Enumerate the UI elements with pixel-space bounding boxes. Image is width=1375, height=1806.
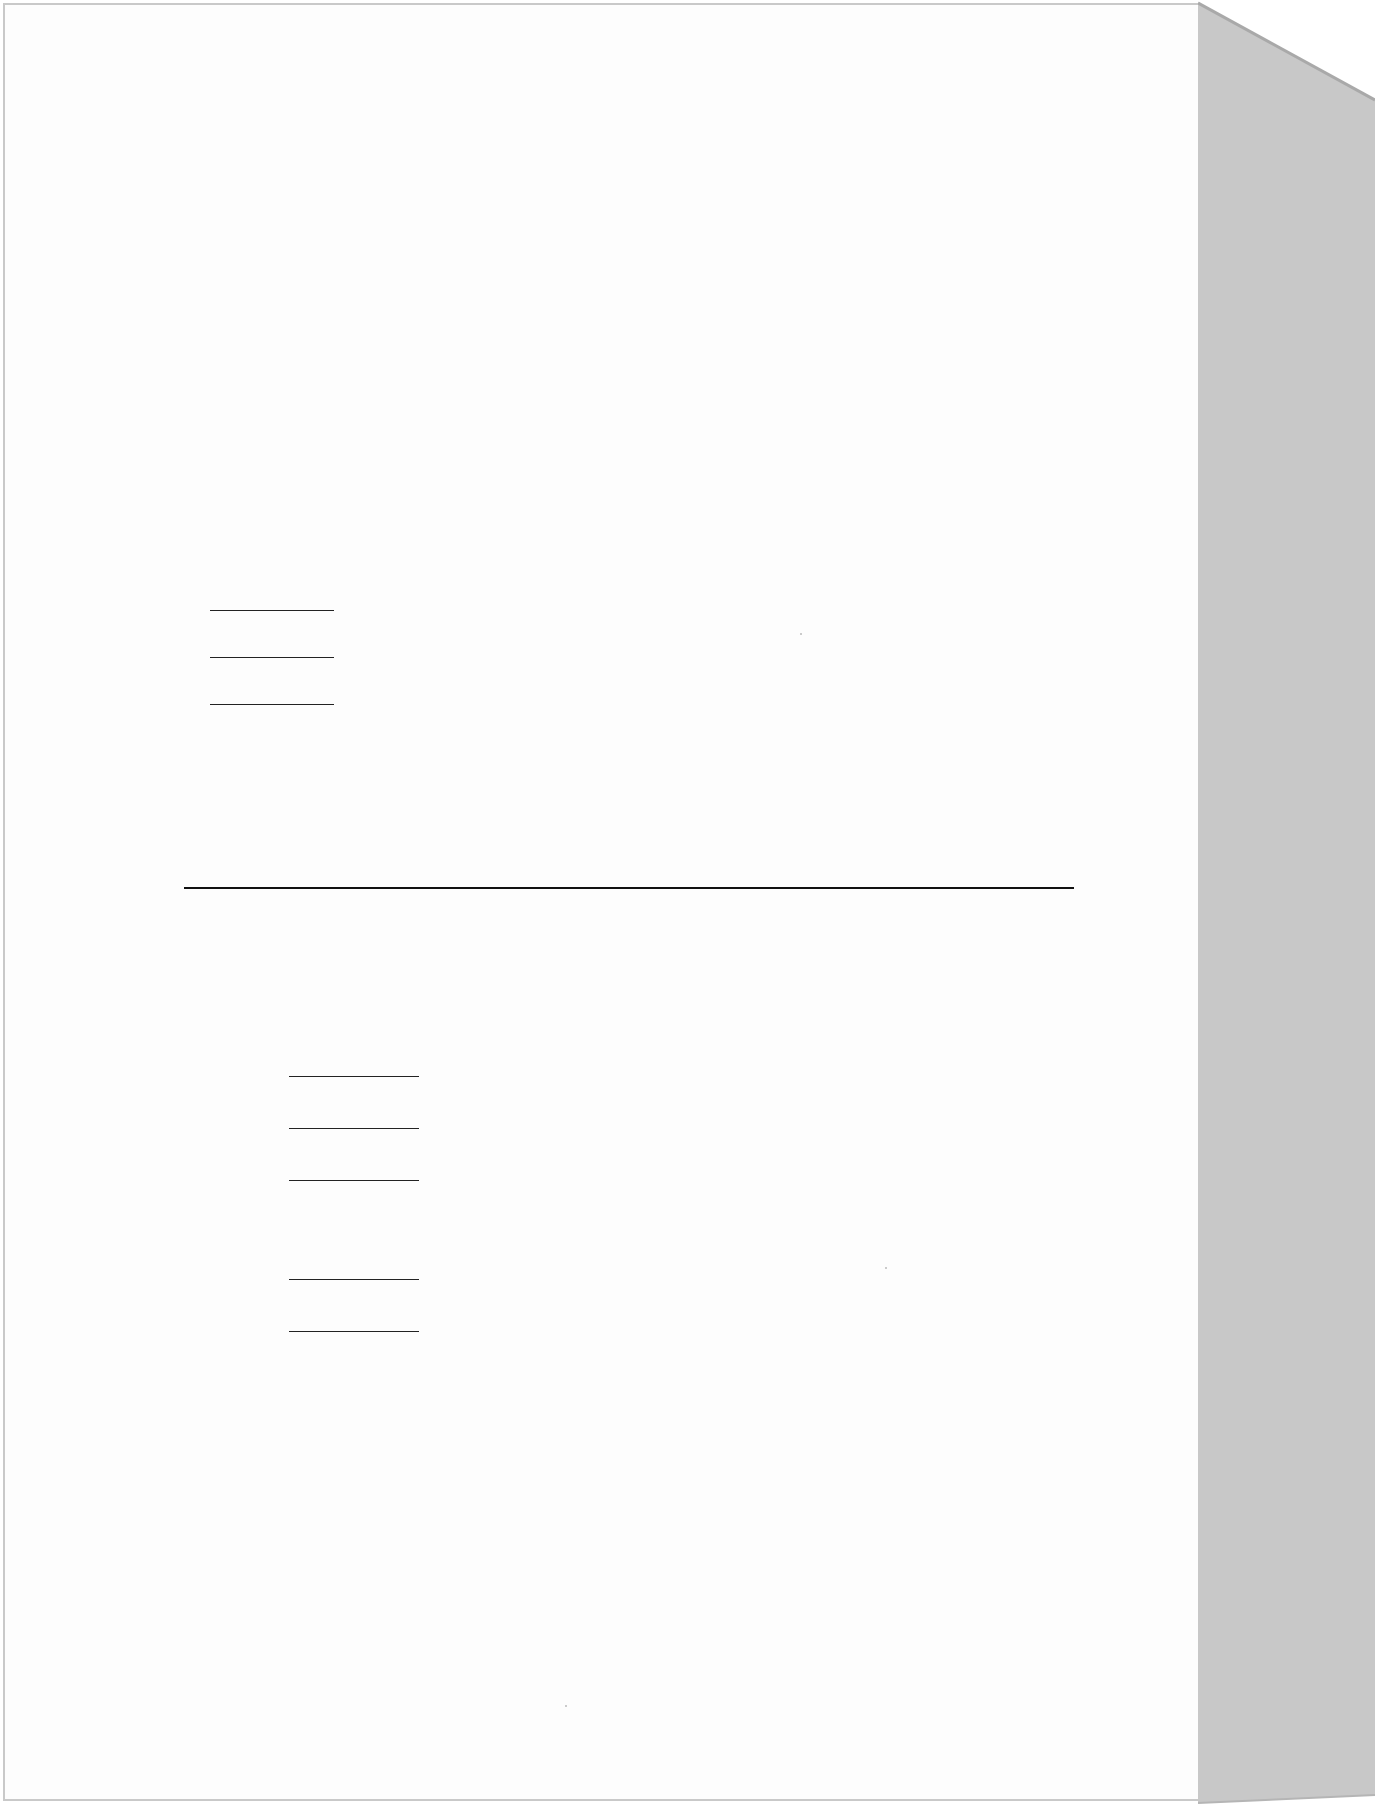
section-entry <box>184 1156 1076 1206</box>
paper-speck <box>885 1267 887 1269</box>
section-body <box>287 1104 1076 1154</box>
part-divider <box>184 887 1074 889</box>
leader-line <box>210 704 334 705</box>
front-matter-item <box>208 585 336 632</box>
part-heading <box>187 837 205 871</box>
leader-line <box>210 657 334 658</box>
section-label <box>184 1104 287 1154</box>
paper-speck <box>565 1705 567 1707</box>
section-body <box>287 1156 1076 1206</box>
book-page <box>3 3 1201 1801</box>
section-label <box>184 1005 287 1102</box>
front-matter-item <box>208 679 336 726</box>
leader-line <box>289 1128 419 1129</box>
section-body <box>287 1208 1076 1305</box>
section-entry <box>184 1005 1076 1102</box>
chapter-heading <box>184 917 202 950</box>
leader-line <box>289 1279 419 1280</box>
front-matter-item <box>208 632 336 679</box>
paper-speck <box>800 633 802 635</box>
section-body <box>287 1005 1076 1102</box>
section-body <box>287 1307 1076 1357</box>
section-list <box>184 1005 1076 1361</box>
leader-line <box>210 610 334 611</box>
section-entry <box>184 1307 1076 1357</box>
section-entry <box>184 1104 1076 1154</box>
section-label <box>184 1208 287 1305</box>
section-label <box>184 1307 287 1357</box>
section-entry <box>184 1208 1076 1305</box>
leader-line <box>289 1076 419 1077</box>
page-edge-face <box>1198 3 1375 1803</box>
front-matter-list <box>208 585 336 726</box>
page-stack-edge <box>1198 0 1375 1806</box>
leader-line <box>289 1180 419 1181</box>
leader-line <box>289 1331 419 1332</box>
section-label <box>184 1156 287 1206</box>
